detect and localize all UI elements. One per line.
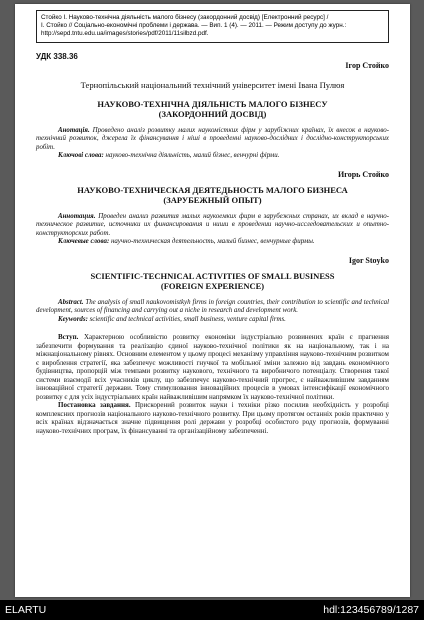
abstract-en: [36, 299, 389, 316]
keywords-en: [36, 316, 389, 325]
pdf-page: [15, 4, 410, 597]
keywords-ua: [36, 152, 389, 161]
handle-id: hdl:123456789/1287: [323, 604, 419, 616]
repository-name: ELARTU: [5, 604, 47, 616]
keywords-text: scientific and technical activities, small business, venture capital firms.: [87, 315, 286, 323]
keywords-text: научно-техническая деятельность, малый бизнес, венчурные фирмы.: [109, 238, 315, 246]
keywords-label: Ключові слова:: [58, 152, 104, 160]
status-bar: [0, 600, 424, 620]
abstract-label: Анотація.: [58, 126, 90, 134]
problem-label: Постановка завдання.: [58, 401, 131, 410]
keywords-text: науково-технічна діяльність, малий бізнес, венчурні фірми.: [103, 152, 280, 160]
intro-paragraph: [36, 333, 389, 401]
abstract-label: Abstract.: [58, 298, 84, 306]
abstract-text: Проведен анализ развития малых наукоемких фирм в зарубежных странах, их вклад в научно-техническое развитие, источники их финансирования и ниши в проведении научно-исследовательских и опытно-конструкторских работ.: [36, 212, 389, 237]
abstract-ru: [36, 213, 389, 239]
author-en: Igor Stoyko: [348, 255, 389, 265]
keywords-label: Ключевые слова:: [58, 238, 110, 246]
abstract-text: Проведено аналіз розвитку малих наукомістких фірм у зарубіжних країнах, їх внесок в науково-технічний розвиток, джерела їх фінансування і ніші в проведенні науково-дослідних і дослідно-конструкторських робіт.: [36, 126, 389, 151]
page-content: [36, 10, 389, 435]
intro-text: Характерною особливістю розвитку економіки індустріально розвинених країн є прагнення забезпечити формування та реалізацію єдиної науково-технічної політики як на національному, так і на міжнаціональному рівнях. Основним елементом у цьому процесі механізму управління науково-технічним розвитком є вироблення стратегії, яка забезпечує можливості гнучкої та мобільної зміни залежно від завдань економічного будівництва, пропорцій між темпами розвитку наукового, технічного та виробничого потенціалу. Створення такої системи взаємодії всіх учасників циклу, що забезпечує науково-технічний прогрес, є найважливішим завданням інноваційної стратегії держави. Тому стимулювання інноваційних процесів в умовах інтенсифікації економічного розвитку є для усіх індустріальних країн найважливішим напрямком їх науково-технічної політики.: [36, 333, 389, 401]
keywords-ru: [36, 238, 389, 247]
citation-link[interactable]: http://sepd.tntu.edu.ua/images/stories/pdf/2011/11silbzd.pdf.: [41, 30, 209, 38]
abstract-ua: [36, 127, 389, 153]
author-ru: Игорь Стойко: [338, 169, 389, 179]
keywords-label: Keywords:: [58, 315, 88, 323]
problem-paragraph: [36, 401, 389, 435]
citation-box: [36, 10, 389, 43]
citation-line: І. Стойко // Соціально-економічні проблеми і держава. — Вип. 1 (4). — 2011. — Режим доступу до журн.:: [41, 22, 347, 30]
intro-label: Вступ.: [58, 333, 79, 342]
title-ua: НАУКОВО-ТЕХНІЧНА ДІЯЛЬНІСТЬ МАЛОГО БІЗНЕСУ (ЗАКОРДОННИЙ ДОСВІД): [97, 98, 328, 120]
abstract-text: The analysis of small naukovomistkyh firms in foreign countries, their contribution to scientific and technical development, sources of financing and carrying out a niche in research and development work.: [36, 298, 389, 315]
author-ua: Ігор Стойко: [345, 60, 389, 70]
title-ru: НАУКОВО-ТЕХНИЧЕСКАЯ ДЕЯТЕДЬНОСТЬ МАЛОГО БИЗНЕСА (ЗАРУБЕЖНЫЙ ОПЫТ): [77, 184, 348, 206]
udk-code: УДК 338.36: [36, 51, 78, 61]
abstract-label: Аннотация.: [58, 212, 96, 220]
citation-line: Стойко І. Науково-технічна діяльність малого бізнесу (закордонний досвід) [Електронний ресурс] /: [41, 14, 329, 21]
problem-text: Прискорений розвиток науки і техніки різко посилив необхідність у розробці комплексних прогнозів національного науково-технічного розвитку. При цьому протягом останніх років практично у всіх країнах відзначається значне підвищення ролі держави у розробці особистого роду прогнозів, формуванні науково-технічних програм, їх фінансуванні та організаційному забезпеченні.: [36, 401, 389, 435]
title-en: SCIENTIFIC-TECHNICAL ACTIVITIES OF SMALL BUSINESS (FOREIGN EXPERIENCE): [90, 270, 335, 292]
university-name: Тернопільський національний технічний університет імені Івана Пулюя: [80, 79, 345, 90]
